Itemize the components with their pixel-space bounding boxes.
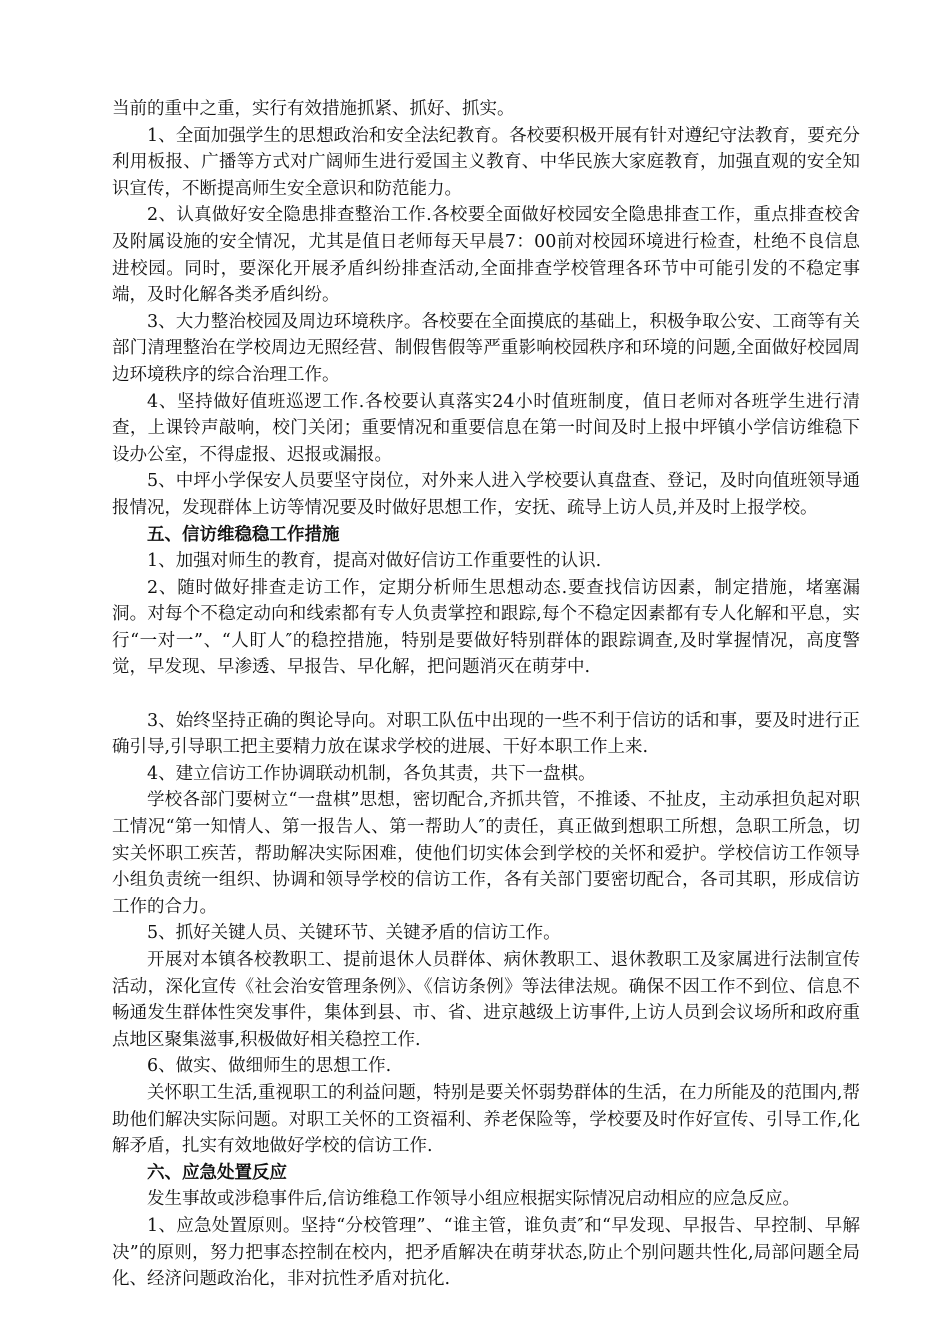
document-page (112, 96, 860, 1293)
paragraph-item-4: 4、坚持做好值班巡逻工作.各校要认真落实24小时值班制度，值日老师对各班学生进行清查，上课铃声敲响，校门关闭；重要情况和重要信息在第一时间及时上报中坪镇小学信访维稳下设办公室，不得虚报、迟报或漏报。 (112, 391, 860, 465)
paragraph-measure-2: 2、随时做好排查走访工作，定期分析师生思想动态.要查找信访因素，制定措施，堵塞漏洞。对每个不稳定动向和线索都有专人负责掌控和跟踪,每个不稳定因素都有专人化解和平息，实行“一对一”、“人盯人″的稳控措施，特别是要做好特别群体的跟踪调查,及时掌握情况，高度警觉，早发现、早渗透、早报告、早化解，把问题消灭在萌芽中. (112, 577, 860, 678)
paragraph-item-1: 1、全面加强学生的思想政治和安全法纪教育。各校要积极开展有针对遵纪守法教育，要充分利用板报、广播等方式对广阔师生进行爱国主义教育、中华民族大家庭教育，加强直观的安全知识宣传，不断提高师生安全意识和防范能力。 (112, 125, 860, 199)
paragraph-measure-6-detail: 关怀职工生活,重视职工的利益问题，特别是要关怀弱势群体的生活，在力所能及的范围内,帮助他们解决实际问题。对职工关怀的工资福利、养老保险等，学校要及时作好宣传、引导工作,化解矛盾，扎实有效地做好学校的信访工作. (112, 1082, 860, 1157)
paragraph-measure-3: 3、始终坚持正确的舆论导向。对职工队伍中出现的一些不利于信访的话和事，要及时进行正确引导,引导职工把主要精力放在谋求学校的进展、干好本职工作上来. (112, 710, 860, 758)
paragraph-item-3: 3、大力整治校园及周边环境秩序。各校要在全面摸底的基础上，积极争取公安、工商等有关部门清理整治在学校周边无照经营、制假售假等严重影响校园秩序和环境的问题,全面做好校园周边环境秩序的综合治理工作。 (112, 311, 860, 385)
section-heading-6: 六、应急处置反应 (147, 1162, 287, 1183)
paragraph-emergency-1: 1、应急处置原则。坚持“分校管理”、“谁主管，谁负责″和“早发现、早报告、早控制、早解决”的原则，努力把事态控制在校内，把矛盾解决在萌芽状态,防止个别问题共性化,局部问题全局化、经济问题政治化，非对抗性矛盾对抗化. (112, 1215, 860, 1290)
paragraph-measure-4-detail: 学校各部门要树立“一盘棋”思想，密切配合,齐抓共管，不推诿、不扯皮，主动承担负起对职工情况“第一知情人、第一报告人、第一帮助人″的责任，真正做到想职工所想，急职工所急，切实关怀职工疾苦，帮助解决实际困难，使他们切实体会到学校的关怀和爱护。学校信访工作领导小组负责统一组织、协调和领导学校的信访工作，各有关部门要密切配合，各司其职，形成信访工作的合力。 (112, 790, 860, 917)
paragraph-measure-6: 6、做实、做细师生的思想工作. (147, 1056, 392, 1077)
blank-line (112, 681, 860, 708)
paragraph-measure-5-detail: 开展对本镇各校教职工、提前退休人员群体、病休教职工、退休教职工及家属进行法制宣传活动，深化宣传《社会治安管理条例》、《信访条例》等法律法规。确保不因工作不到位、信息不畅通发生群体性突发事件，集体到县、市、省、进京越级上访事件,上访人员到会议场所和政府重点地区聚集滋事,积极做好相关稳控工作. (112, 950, 860, 1050)
paragraph-emergency-intro: 发生事故或涉稳事件后,信访维稳工作领导小组应根据实际情况启动相应的应急反应。 (147, 1189, 801, 1210)
section-heading-5: 五、信访维稳稳工作措施 (147, 524, 340, 545)
paragraph-item-2: 2、认真做好安全隐患排查整治工作.各校要全面做好校园安全隐患排查工作，重点排查校舍及附属设施的安全情况，尤其是值日老师每天早晨7：00前对校园环境进行检查，杜绝不良信息进校园。同时，要深化开展矛盾纠纷排查活动,全面排查学校管理各环节中可能引发的不稳定事端，及时化解各类矛盾纠纷。 (112, 205, 860, 306)
paragraph-item-5: 5、中坪小学保安人员要坚守岗位，对外来人进入学校要认真盘查、登记，及时向值班领导通报情况，发现群体上访等情况要及时做好思想工作，安抚、疏导上访人员,并及时上报学校。 (112, 471, 860, 518)
paragraph-measure-4: 4、建立信访工作协调联动机制，各负其责，共下一盘棋。 (147, 763, 596, 784)
paragraph-measure-5: 5、抓好关键人员、关键环节、关键矛盾的信访工作。 (147, 923, 561, 944)
paragraph-intro: 当前的重中之重，实行有效措施抓紧、抓好、抓实。 (112, 99, 515, 119)
paragraph-measure-1: 1、加强对师生的教育，提高对做好信访工作重要性的认识. (147, 551, 602, 572)
